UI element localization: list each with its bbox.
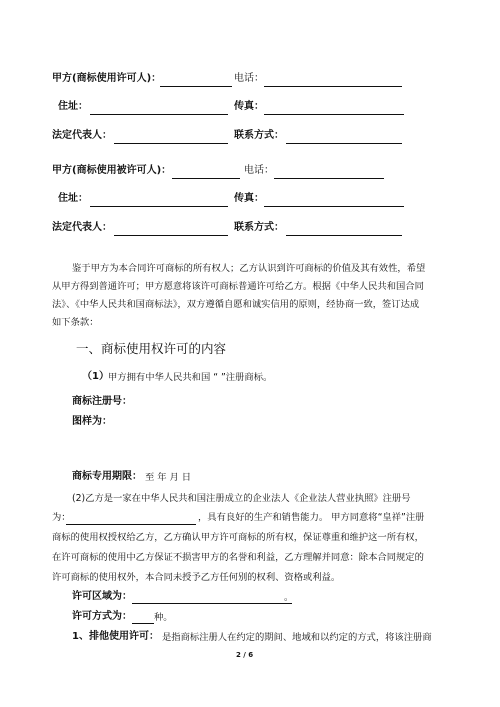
licensee-phone-blank: [274, 178, 384, 179]
licensor-phone-label: 电话：: [234, 73, 264, 84]
item2-line-2-prefix: 为：: [52, 512, 71, 523]
licensee-legal-rep-blank: [114, 235, 228, 236]
preamble-line-2: 从甲方得到普通许可；甲方愿意将该许可商标普通许可给乙方。根据《中华人民共和国合同: [52, 281, 424, 292]
page-number: 2 / 6: [236, 651, 254, 659]
item1-number: （1）: [82, 371, 109, 382]
exclusive-label: 1、排他使用许可：: [72, 631, 159, 642]
item2-line-1: (2)乙方是一家在中华人民共和国注册成立的企业法人《企业法人营业执照》注册号: [72, 493, 411, 504]
method-blank: [132, 623, 154, 624]
licensee-address-blank: [90, 206, 228, 207]
licensor-contact-label: 联系方式：: [234, 130, 284, 141]
licensee-label: 甲方(商标使用被许可人)：: [52, 165, 172, 176]
licensor-address-blank: [90, 114, 228, 115]
licensee-contact-label: 联系方式：: [234, 222, 284, 233]
preamble-line-3: 法》、《中华人民共和国商标法》，双方遵循自愿和诚实信用的原则，经协商一致，签订达成: [52, 299, 420, 310]
licensor-label: 甲方(商标使用许可人)：: [52, 73, 162, 84]
licensee-contact-blank: [286, 235, 402, 236]
licensee-fax-label: 传真：: [234, 193, 264, 204]
licensor-fax-label: 传真：: [234, 101, 264, 112]
method-end: 种。: [154, 612, 173, 623]
region-end: 。: [284, 592, 294, 603]
period-text: 至 年 月 日: [145, 472, 192, 483]
licensor-legal-rep-label: 法定代表人：: [52, 130, 112, 141]
licensee-legal-rep-label: 法定代表人：: [52, 222, 112, 233]
licensee-blank: [172, 178, 240, 179]
region-blank: [132, 603, 292, 604]
item1-text: 甲方拥有中华人民共和国 “ ”注册商标。: [108, 372, 273, 383]
section-heading: 一、商标使用权许可的内容: [76, 341, 227, 356]
licensor-contact-blank: [286, 143, 402, 144]
licensee-phone-label: 电话：: [244, 165, 274, 176]
period-label: 商标专用期限：: [72, 471, 142, 482]
item2-line-5: 许可商标的使用权外，本合同未授予乙方任何别的权利、资格或利益。: [52, 572, 341, 583]
item2-line-4: 在许可商标的使用中乙方保证不损害甲方的名誉和利益，乙方理解并同意：除本合同规定的: [52, 552, 424, 563]
licensee-fax-blank: [264, 206, 404, 207]
licensor-address-label: 住址：: [58, 101, 88, 112]
preamble-line-1: 鉴于甲方为本合同许可商标的所有权人；乙方认识到许可商标的价值及其有效性，希望: [72, 263, 426, 274]
reg-number-blank: [66, 524, 196, 525]
licensor-legal-rep-blank: [114, 143, 228, 144]
pattern-label: 图样为：: [72, 416, 112, 427]
exclusive-text: 是指商标注册人在约定的期间、地域和以约定的方式，将该注册商: [162, 632, 432, 643]
reg-no-label: 商标注册号：: [72, 396, 132, 407]
item2-line-3: 商标的使用权授权给乙方，乙方确认甲方许可商标的所有权，保证尊重和维护这一所有权，: [52, 532, 424, 543]
licensor-blank: [160, 86, 232, 87]
licensor-phone-blank: [264, 86, 402, 87]
item2-line-2-suffix: ，具有良好的生产和销售能力。 甲方同意将“皇祥”注册: [198, 512, 425, 523]
method-label: 许可方式为：: [72, 611, 132, 622]
licensee-address-label: 住址：: [58, 193, 88, 204]
region-label: 许可区域为：: [72, 591, 132, 602]
preamble-line-4: 如下条款：: [52, 317, 99, 328]
licensor-fax-blank: [264, 114, 404, 115]
